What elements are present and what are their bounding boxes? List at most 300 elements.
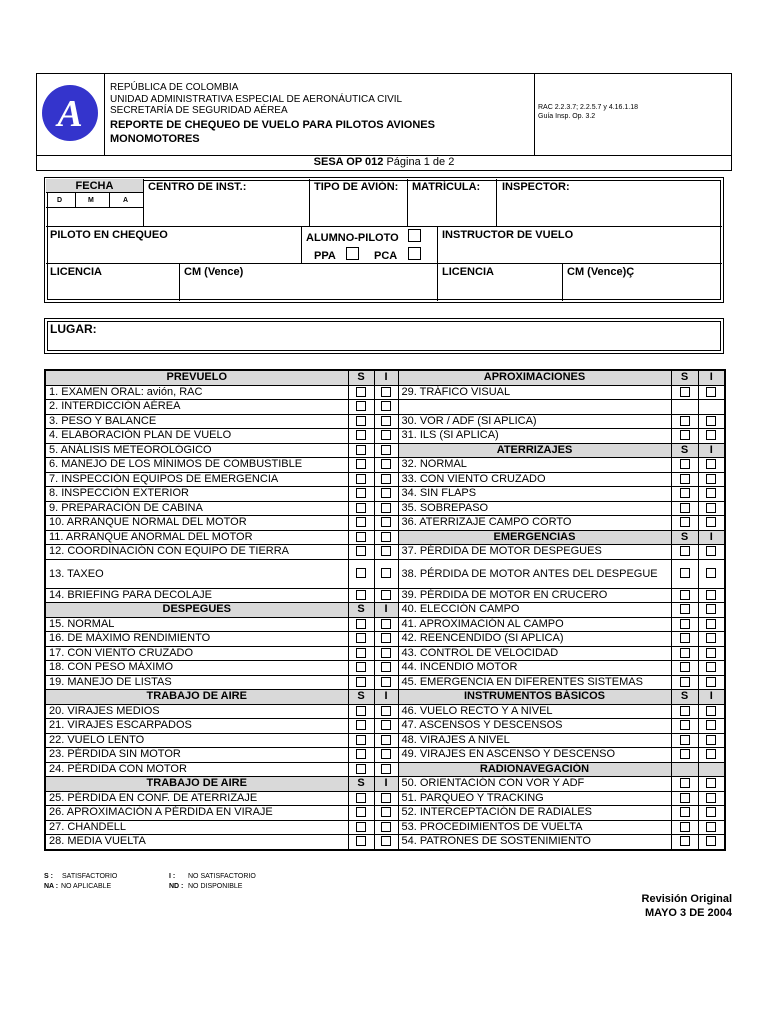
unsatisfactory-checkbox[interactable] [706,474,716,484]
satisfactory-checkbox[interactable] [356,648,366,658]
checklist-item: 29. TRÁFICO VISUAL [398,385,671,400]
column-i-header: I [374,777,398,792]
fecha-d-label: D [57,197,63,204]
checklist-item: 52. INTERCEPTACIÓN DE RADIALES [398,806,671,821]
satisfactory-cell [348,385,374,400]
satisfactory-checkbox[interactable] [680,735,690,745]
unsatisfactory-checkbox[interactable] [381,822,391,832]
inspector-input[interactable] [497,195,721,225]
table-row [45,370,725,385]
unsatisfactory-checkbox[interactable] [381,387,391,397]
satisfactory-checkbox[interactable] [680,807,690,817]
legend-nd-value: NO DISPONIBLE [188,883,243,890]
logo-letter: A [57,93,83,135]
satisfactory-checkbox[interactable] [680,619,690,629]
table-row [45,501,725,516]
revision-label: Revisión Original [641,893,732,905]
satisfactory-cell [348,617,374,632]
section-header: INSTRUMENTOS BÁSICOS [398,690,671,705]
satisfactory-checkbox[interactable] [680,662,690,672]
satisfactory-cell [671,777,698,792]
unsatisfactory-cell [698,617,725,632]
unsatisfactory-checkbox[interactable] [381,662,391,672]
unsatisfactory-checkbox[interactable] [381,546,391,556]
pca-label: PCA [374,250,398,262]
unsatisfactory-cell [374,748,398,763]
instructor-input[interactable] [438,243,721,262]
unsatisfactory-checkbox[interactable] [706,822,716,832]
column-s-header: S [348,690,374,705]
satisfactory-cell [348,545,374,560]
pca-checkbox[interactable] [408,247,421,260]
checklist-item: 38. PÉRDIDA DE MOTOR ANTES DEL DESPEGUE [398,559,671,588]
checklist-item: 4. ELABORACIÓN PLAN DE VUELO [45,429,348,444]
section-header: TRABAJO DE AIRE [45,777,348,792]
satisfactory-cell [348,806,374,821]
satisfactory-checkbox[interactable] [680,720,690,730]
unsatisfactory-checkbox[interactable] [706,677,716,687]
unsatisfactory-checkbox[interactable] [381,430,391,440]
satisfactory-cell [671,487,698,502]
unsatisfactory-cell [698,559,725,588]
table-row [45,458,725,473]
unsatisfactory-checkbox[interactable] [381,793,391,803]
column-i-header: I [698,370,725,385]
checklist-item: 24. PÉRDIDA CON MOTOR [45,762,348,777]
checklist-item: 8. INSPECCIÓN EXTERIOR [45,487,348,502]
satisfactory-cell [671,632,698,647]
unsatisfactory-cell [698,429,725,444]
checklist-item: 44. INCENDIO MOTOR [398,661,671,676]
info-row-line-1 [46,226,722,227]
satisfactory-checkbox[interactable] [356,677,366,687]
satisfactory-checkbox[interactable] [356,568,366,578]
satisfactory-checkbox[interactable] [356,749,366,759]
matricula-input[interactable] [408,195,495,225]
column-s-header: S [348,603,374,618]
satisfactory-checkbox[interactable] [356,633,366,643]
table-row [45,545,725,560]
satisfactory-cell [348,820,374,835]
satisfactory-checkbox[interactable] [680,633,690,643]
unsatisfactory-checkbox[interactable] [381,720,391,730]
satisfactory-cell [348,559,374,588]
satisfactory-checkbox[interactable] [680,822,690,832]
table-row [45,385,725,400]
unsatisfactory-checkbox[interactable] [381,401,391,411]
satisfactory-checkbox[interactable] [680,778,690,788]
satisfactory-cell [348,516,374,531]
licencia-input[interactable] [47,280,178,300]
table-row [45,675,725,690]
satisfactory-cell [671,472,698,487]
unsatisfactory-cell [374,545,398,560]
satisfactory-checkbox[interactable] [356,793,366,803]
unsatisfactory-checkbox[interactable] [706,749,716,759]
unsatisfactory-checkbox[interactable] [706,648,716,658]
unsatisfactory-cell [374,559,398,588]
unsatisfactory-cell [698,806,725,821]
unsatisfactory-cell [698,748,725,763]
unsatisfactory-cell [698,603,725,618]
unsatisfactory-checkbox[interactable] [706,706,716,716]
satisfactory-checkbox[interactable] [356,445,366,455]
satisfactory-cell [671,646,698,661]
legend-nd-key: ND : [169,883,184,890]
satisfactory-checkbox[interactable] [680,474,690,484]
unsatisfactory-checkbox[interactable] [706,836,716,846]
fecha-sub-m [109,193,110,207]
table-row [45,617,725,632]
fecha-label: FECHA [75,180,114,192]
satisfactory-checkbox[interactable] [680,430,690,440]
unsatisfactory-cell [374,791,398,806]
unsatisfactory-checkbox[interactable] [706,568,716,578]
checklist-item: 22. VUELO LENTO [45,733,348,748]
checklist-item: 36. ATERRIZAJE CAMPO CORTO [398,516,671,531]
checklist-item: 14. BRIEFING PARA DECOLAJE [45,588,348,603]
section-header: APROXIMACIONES [398,370,671,385]
satisfactory-checkbox[interactable] [680,590,690,600]
satisfactory-checkbox[interactable] [680,416,690,426]
table-row [45,559,725,588]
licencia-label: LICENCIA [50,266,102,278]
satisfactory-checkbox[interactable] [356,590,366,600]
org-line-2: UNIDAD ADMINISTRATIVA ESPECIAL DE AERONÁUTICA CIVIL [110,94,403,105]
column-blank-header [698,762,725,777]
unsatisfactory-cell [698,646,725,661]
satisfactory-cell [671,748,698,763]
satisfactory-cell [348,632,374,647]
blank-cell [398,400,671,415]
table-row [45,762,725,777]
matricula-label: MATRÍCULA: [412,181,481,193]
header-divider-ref [534,73,535,155]
section-header: DESPEGUES [45,603,348,618]
checklist-item: 34. SIN FLAPS [398,487,671,502]
checklist-item: 2. INTERDICCIÓN AÉREA [45,400,348,415]
satisfactory-cell [671,733,698,748]
satisfactory-checkbox[interactable] [356,488,366,498]
satisfactory-checkbox[interactable] [680,503,690,513]
unsatisfactory-checkbox[interactable] [381,807,391,817]
satisfactory-checkbox[interactable] [356,474,366,484]
unsatisfactory-checkbox[interactable] [706,735,716,745]
checklist-item: 54. PATRONES DE SOSTENIMIENTO [398,835,671,850]
unsatisfactory-checkbox[interactable] [381,619,391,629]
satisfactory-checkbox[interactable] [680,648,690,658]
satisfactory-checkbox[interactable] [356,836,366,846]
unsatisfactory-checkbox[interactable] [706,503,716,513]
satisfactory-cell [348,762,374,777]
unsatisfactory-checkbox[interactable] [706,459,716,469]
aerocivil-logo [41,84,99,142]
satisfactory-checkbox[interactable] [680,836,690,846]
satisfactory-checkbox[interactable] [356,662,366,672]
unsatisfactory-cell [698,675,725,690]
table-row [45,429,725,444]
table-row [45,835,725,850]
checklist-item: 43. CONTROL DE VELOCIDAD [398,646,671,661]
unsatisfactory-cell [698,632,725,647]
column-s-header: S [671,690,698,705]
checklist-item: 37. PÉRDIDA DE MOTOR DESPEGUES [398,545,671,560]
unsatisfactory-checkbox[interactable] [706,633,716,643]
unsatisfactory-cell [374,487,398,502]
checklist-item: 48. VIRAJES A NIVEL [398,733,671,748]
piloto-label: PILOTO EN CHEQUEO [50,229,168,241]
unsatisfactory-cell [374,385,398,400]
unsatisfactory-cell [374,429,398,444]
centro-input[interactable] [144,195,308,225]
unsatisfactory-checkbox[interactable] [706,517,716,527]
unsatisfactory-checkbox[interactable] [706,430,716,440]
unsatisfactory-checkbox[interactable] [706,720,716,730]
checklist-item: 39. PÉRDIDA DE MOTOR EN CRUCERO [398,588,671,603]
unsatisfactory-cell [698,733,725,748]
satisfactory-cell [671,414,698,429]
satisfactory-cell [671,617,698,632]
unsatisfactory-checkbox[interactable] [706,807,716,817]
table-row [45,748,725,763]
column-s-header: S [348,777,374,792]
satisfactory-cell [348,472,374,487]
lugar-input[interactable] [110,321,720,351]
section-header: TRABAJO DE AIRE [45,690,348,705]
satisfactory-cell [348,458,374,473]
checklist-item: 18. CON PESO MÁXIMO [45,661,348,676]
table-row [45,791,725,806]
unsatisfactory-checkbox[interactable] [381,706,391,716]
satisfactory-checkbox[interactable] [680,517,690,527]
satisfactory-checkbox[interactable] [356,807,366,817]
column-s-header: S [671,370,698,385]
satisfactory-cell [348,414,374,429]
unsatisfactory-cell [374,400,398,415]
checklist-item: 42. REENCENDIDO (SI APLICA) [398,632,671,647]
unsatisfactory-cell [698,588,725,603]
satisfactory-checkbox[interactable] [356,517,366,527]
checklist-item: 33. CON VIENTO CRUZADO [398,472,671,487]
cm-vence-input[interactable] [180,280,436,300]
unsatisfactory-checkbox[interactable] [706,619,716,629]
unsatisfactory-checkbox[interactable] [706,546,716,556]
instructor-label: INSTRUCTOR DE VUELO [442,229,574,241]
checklist-item: 53. PROCEDIMIENTOS DE VUELTA [398,820,671,835]
unsatisfactory-cell [374,661,398,676]
unsatisfactory-checkbox[interactable] [381,517,391,527]
checklist-item: 35. SOBREPASO [398,501,671,516]
checklist-item: 6. MANEJO DE LOS MÍNIMOS DE COMBUSTIBLE [45,458,348,473]
unsatisfactory-checkbox[interactable] [706,590,716,600]
unsatisfactory-checkbox[interactable] [381,836,391,846]
unsatisfactory-cell [374,806,398,821]
column-i-header: I [698,443,725,458]
tipo-avion-label: TIPO DE AVIÓN: [314,181,399,193]
unsatisfactory-checkbox[interactable] [381,445,391,455]
cm-vence-instructor-label: CM (Vence)Ç [567,266,635,278]
unsatisfactory-checkbox[interactable] [381,503,391,513]
guide-reference: Guía Insp. Op. 3.2 [538,113,596,120]
satisfactory-cell [348,400,374,415]
doc-code: SESA OP 012 [313,156,384,168]
column-s-header: S [348,370,374,385]
unsatisfactory-checkbox[interactable] [381,764,391,774]
alumno-label: ALUMNO-PILOTO [306,232,399,244]
form-title-line-2: MONOMOTORES [110,133,200,145]
satisfactory-cell [671,661,698,676]
piloto-input[interactable] [47,243,300,262]
legend-na-key: NA : [44,883,59,890]
table-row [45,443,725,458]
satisfactory-checkbox[interactable] [356,532,366,542]
table-row [45,690,725,705]
unsatisfactory-checkbox[interactable] [381,532,391,542]
satisfactory-checkbox[interactable] [680,546,690,556]
satisfactory-checkbox[interactable] [356,416,366,426]
checklist-item: 21. VIRAJES ESCARPADOS [45,719,348,734]
satisfactory-checkbox[interactable] [680,568,690,578]
unsatisfactory-checkbox[interactable] [381,749,391,759]
unsatisfactory-cell [374,588,398,603]
column-blank-header [671,762,698,777]
column-i-header: I [374,603,398,618]
licencia-instructor-input[interactable] [438,280,561,300]
checklist-item: 10. ARRANQUE NORMAL DEL MOTOR [45,516,348,531]
unsatisfactory-cell [374,443,398,458]
unsatisfactory-cell [374,458,398,473]
unsatisfactory-checkbox[interactable] [381,568,391,578]
tipo-avion-input[interactable] [310,195,406,225]
satisfactory-checkbox[interactable] [680,677,690,687]
satisfactory-cell [348,501,374,516]
satisfactory-checkbox[interactable] [356,822,366,832]
satisfactory-checkbox[interactable] [680,604,690,614]
satisfactory-cell [671,588,698,603]
checklist-item: 13. TAXEO [45,559,348,588]
satisfactory-checkbox[interactable] [356,764,366,774]
section-header: EMERGENCIAS [398,530,671,545]
satisfactory-checkbox[interactable] [356,387,366,397]
legend-s-key: S : [44,873,53,880]
unsatisfactory-checkbox[interactable] [381,416,391,426]
satisfactory-checkbox[interactable] [680,387,690,397]
satisfactory-checkbox[interactable] [356,546,366,556]
unsatisfactory-cell [374,501,398,516]
unsatisfactory-checkbox[interactable] [706,778,716,788]
form-title-line-1: REPORTE DE CHEQUEO DE VUELO PARA PILOTOS AVIONES [110,119,435,131]
unsatisfactory-checkbox[interactable] [381,735,391,745]
unsatisfactory-cell [698,487,725,502]
unsatisfactory-checkbox[interactable] [381,677,391,687]
unsatisfactory-checkbox[interactable] [381,488,391,498]
satisfactory-checkbox[interactable] [356,459,366,469]
cm-vence-instructor-input[interactable] [563,280,721,300]
satisfactory-checkbox[interactable] [356,430,366,440]
checklist-item: 45. EMERGENCIA EN DIFERENTES SISTEMAS [398,675,671,690]
fecha-a-label: A [123,197,129,204]
unsatisfactory-checkbox[interactable] [381,474,391,484]
satisfactory-cell [671,835,698,850]
fecha-m-label: M [88,197,94,204]
satisfactory-cell [671,559,698,588]
unsatisfactory-checkbox[interactable] [706,793,716,803]
satisfactory-checkbox[interactable] [680,793,690,803]
unsatisfactory-checkbox[interactable] [706,604,716,614]
satisfactory-checkbox[interactable] [356,720,366,730]
revision-date: MAYO 3 DE 2004 [644,907,732,919]
satisfactory-cell [348,675,374,690]
checklist-item: 20. VIRAJES MEDIOS [45,704,348,719]
satisfactory-checkbox[interactable] [356,401,366,411]
unsatisfactory-cell [698,472,725,487]
table-row [45,487,725,502]
unsatisfactory-cell [698,791,725,806]
satisfactory-checkbox[interactable] [356,503,366,513]
satisfactory-checkbox[interactable] [356,706,366,716]
unsatisfactory-checkbox[interactable] [706,416,716,426]
satisfactory-cell [348,733,374,748]
unsatisfactory-checkbox[interactable] [381,633,391,643]
fecha-input[interactable] [46,208,143,226]
satisfactory-cell [348,748,374,763]
satisfactory-checkbox[interactable] [680,706,690,716]
checklist-item: 23. PÉRDIDA SIN MOTOR [45,748,348,763]
ppa-checkbox[interactable] [346,247,359,260]
section-header: PREVUELO [45,370,348,385]
section-header: RADIONAVEGACIÓN [398,762,671,777]
checklist-item: 11. ARRANQUE ANORMAL DEL MOTOR [45,530,348,545]
column-i-header: I [698,530,725,545]
unsatisfactory-checkbox[interactable] [381,459,391,469]
checklist-item: 46. VUELO RECTO Y A NIVEL [398,704,671,719]
blank-cell [698,400,725,415]
unsatisfactory-checkbox[interactable] [706,387,716,397]
satisfactory-checkbox[interactable] [680,459,690,469]
satisfactory-checkbox[interactable] [680,749,690,759]
unsatisfactory-cell [374,646,398,661]
unsatisfactory-cell [698,777,725,792]
satisfactory-checkbox[interactable] [356,619,366,629]
checklist-item: 26. APROXIMACIÓN A PÉRDIDA EN VIRAJE [45,806,348,821]
unsatisfactory-checkbox[interactable] [706,488,716,498]
info-col-alumno [301,226,302,263]
checklist-item: 3. PESO Y BALANCE [45,414,348,429]
section-header: ATERRIZAJES [398,443,671,458]
checklist-item: 51. PARQUEO Y TRACKING [398,791,671,806]
satisfactory-cell [671,501,698,516]
checklist-item: 47. ASCENSOS Y DESCENSOS [398,719,671,734]
table-row [45,472,725,487]
unsatisfactory-cell [698,458,725,473]
page-label: Página 1 de 2 [386,156,455,168]
unsatisfactory-checkbox[interactable] [381,590,391,600]
table-row [45,530,725,545]
unsatisfactory-cell [374,762,398,777]
satisfactory-cell [348,719,374,734]
alumno-checkbox[interactable] [408,229,421,242]
checklist-item: 15. NORMAL [45,617,348,632]
unsatisfactory-checkbox[interactable] [706,662,716,672]
satisfactory-checkbox[interactable] [356,735,366,745]
checklist-item: 1. EXAMEN ORAL: avión, RAC [45,385,348,400]
table-row [45,704,725,719]
checklist-item: 50. ORIENTACIÓN CON VOR Y ADF [398,777,671,792]
unsatisfactory-cell [698,661,725,676]
unsatisfactory-checkbox[interactable] [381,648,391,658]
satisfactory-checkbox[interactable] [680,488,690,498]
table-row [45,661,725,676]
